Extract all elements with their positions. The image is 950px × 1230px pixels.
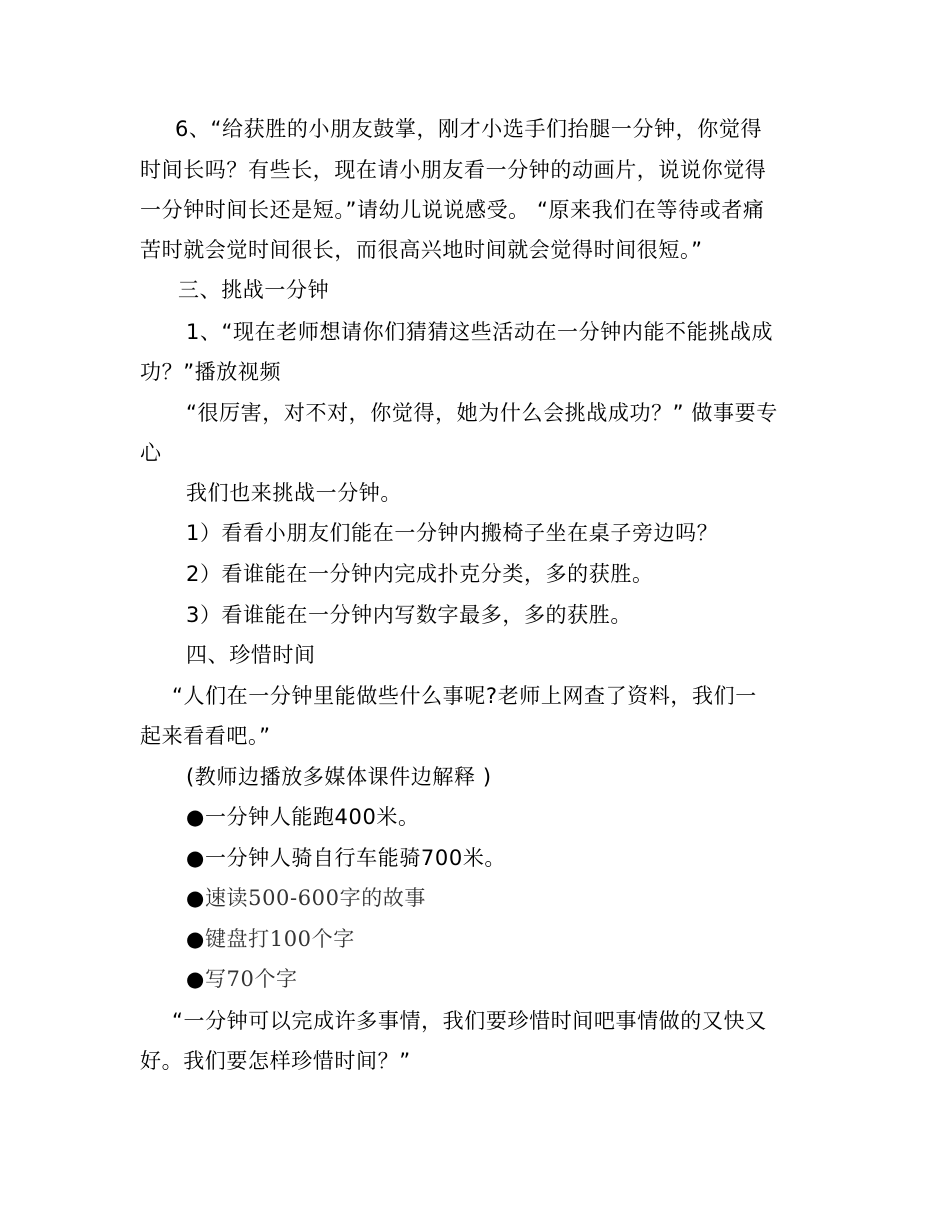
- bullet-text: 一分钟人能跑400米。: [204, 805, 420, 829]
- bullet-icon: ●: [186, 805, 205, 829]
- bullet-item: [186, 844, 506, 872]
- bullet-text: 速读500-600字的故事: [204, 886, 426, 910]
- paragraph-line: “一分钟可以完成许多事情，我们要珍惜时间吧事情做的又快又: [172, 1009, 767, 1033]
- bullet-icon: ●: [186, 927, 205, 951]
- paragraph-line: 我们也来挑战一分钟。: [186, 481, 402, 505]
- bullet-item: [186, 925, 355, 953]
- bullet-icon: ●: [186, 967, 205, 991]
- paragraph-line: “人们在一分钟里能做些什么事呢?老师上网查了资料，我们一: [172, 684, 757, 708]
- list-item: 3）看谁能在一分钟内写数字最多，多的获胜。: [186, 603, 632, 627]
- paragraph-line: (教师边播放多媒体课件边解释 ): [186, 765, 492, 789]
- paragraph-line: 起来看看吧。”: [140, 724, 271, 748]
- bullet-item: [186, 965, 298, 993]
- list-item: 2）看谁能在一分钟内完成扑克分类，多的获胜。: [186, 562, 654, 586]
- paragraph-line: “很厉害，对不对，你觉得，她为什么会挑战成功？” 做事要专: [186, 401, 778, 425]
- list-item: 1）看看小朋友们能在一分钟内搬椅子坐在桌子旁边吗？: [186, 521, 719, 545]
- paragraph-line: 一分钟时间长还是短。”请幼儿说说感受。 “原来我们在等待或者痛: [140, 198, 765, 222]
- bullet-text: 一分钟人骑自行车能骑700米。: [204, 846, 507, 870]
- paragraph-line: 1、“现在老师想请你们猜猜这些活动在一分钟内能不能挑战成: [186, 320, 774, 344]
- bullet-text: 键盘打100个字: [204, 927, 355, 951]
- bullet-icon: ●: [186, 846, 205, 870]
- section-heading: 四、珍惜时间: [186, 643, 316, 667]
- paragraph-line: 功？”播放视频: [140, 360, 282, 384]
- paragraph-line: 好。我们要怎样珍惜时间？”: [140, 1049, 411, 1073]
- bullet-item: [186, 803, 420, 831]
- bullet-text: 写70个字: [204, 967, 298, 991]
- paragraph-line: 6、“给获胜的小朋友鼓掌，刚才小选手们抬腿一分钟，你觉得: [175, 117, 763, 141]
- paragraph-line: 时间长吗？有些长，现在请小朋友看一分钟的动画片，说说你觉得: [140, 158, 767, 182]
- bullet-icon: ●: [186, 886, 205, 910]
- paragraph-line: 苦时就会觉时间很长，而很高兴地时间就会觉得时间很短。”: [140, 238, 703, 262]
- paragraph-line: 心: [140, 441, 162, 465]
- section-heading: 三、挑战一分钟: [178, 278, 330, 302]
- bullet-item: [186, 884, 426, 912]
